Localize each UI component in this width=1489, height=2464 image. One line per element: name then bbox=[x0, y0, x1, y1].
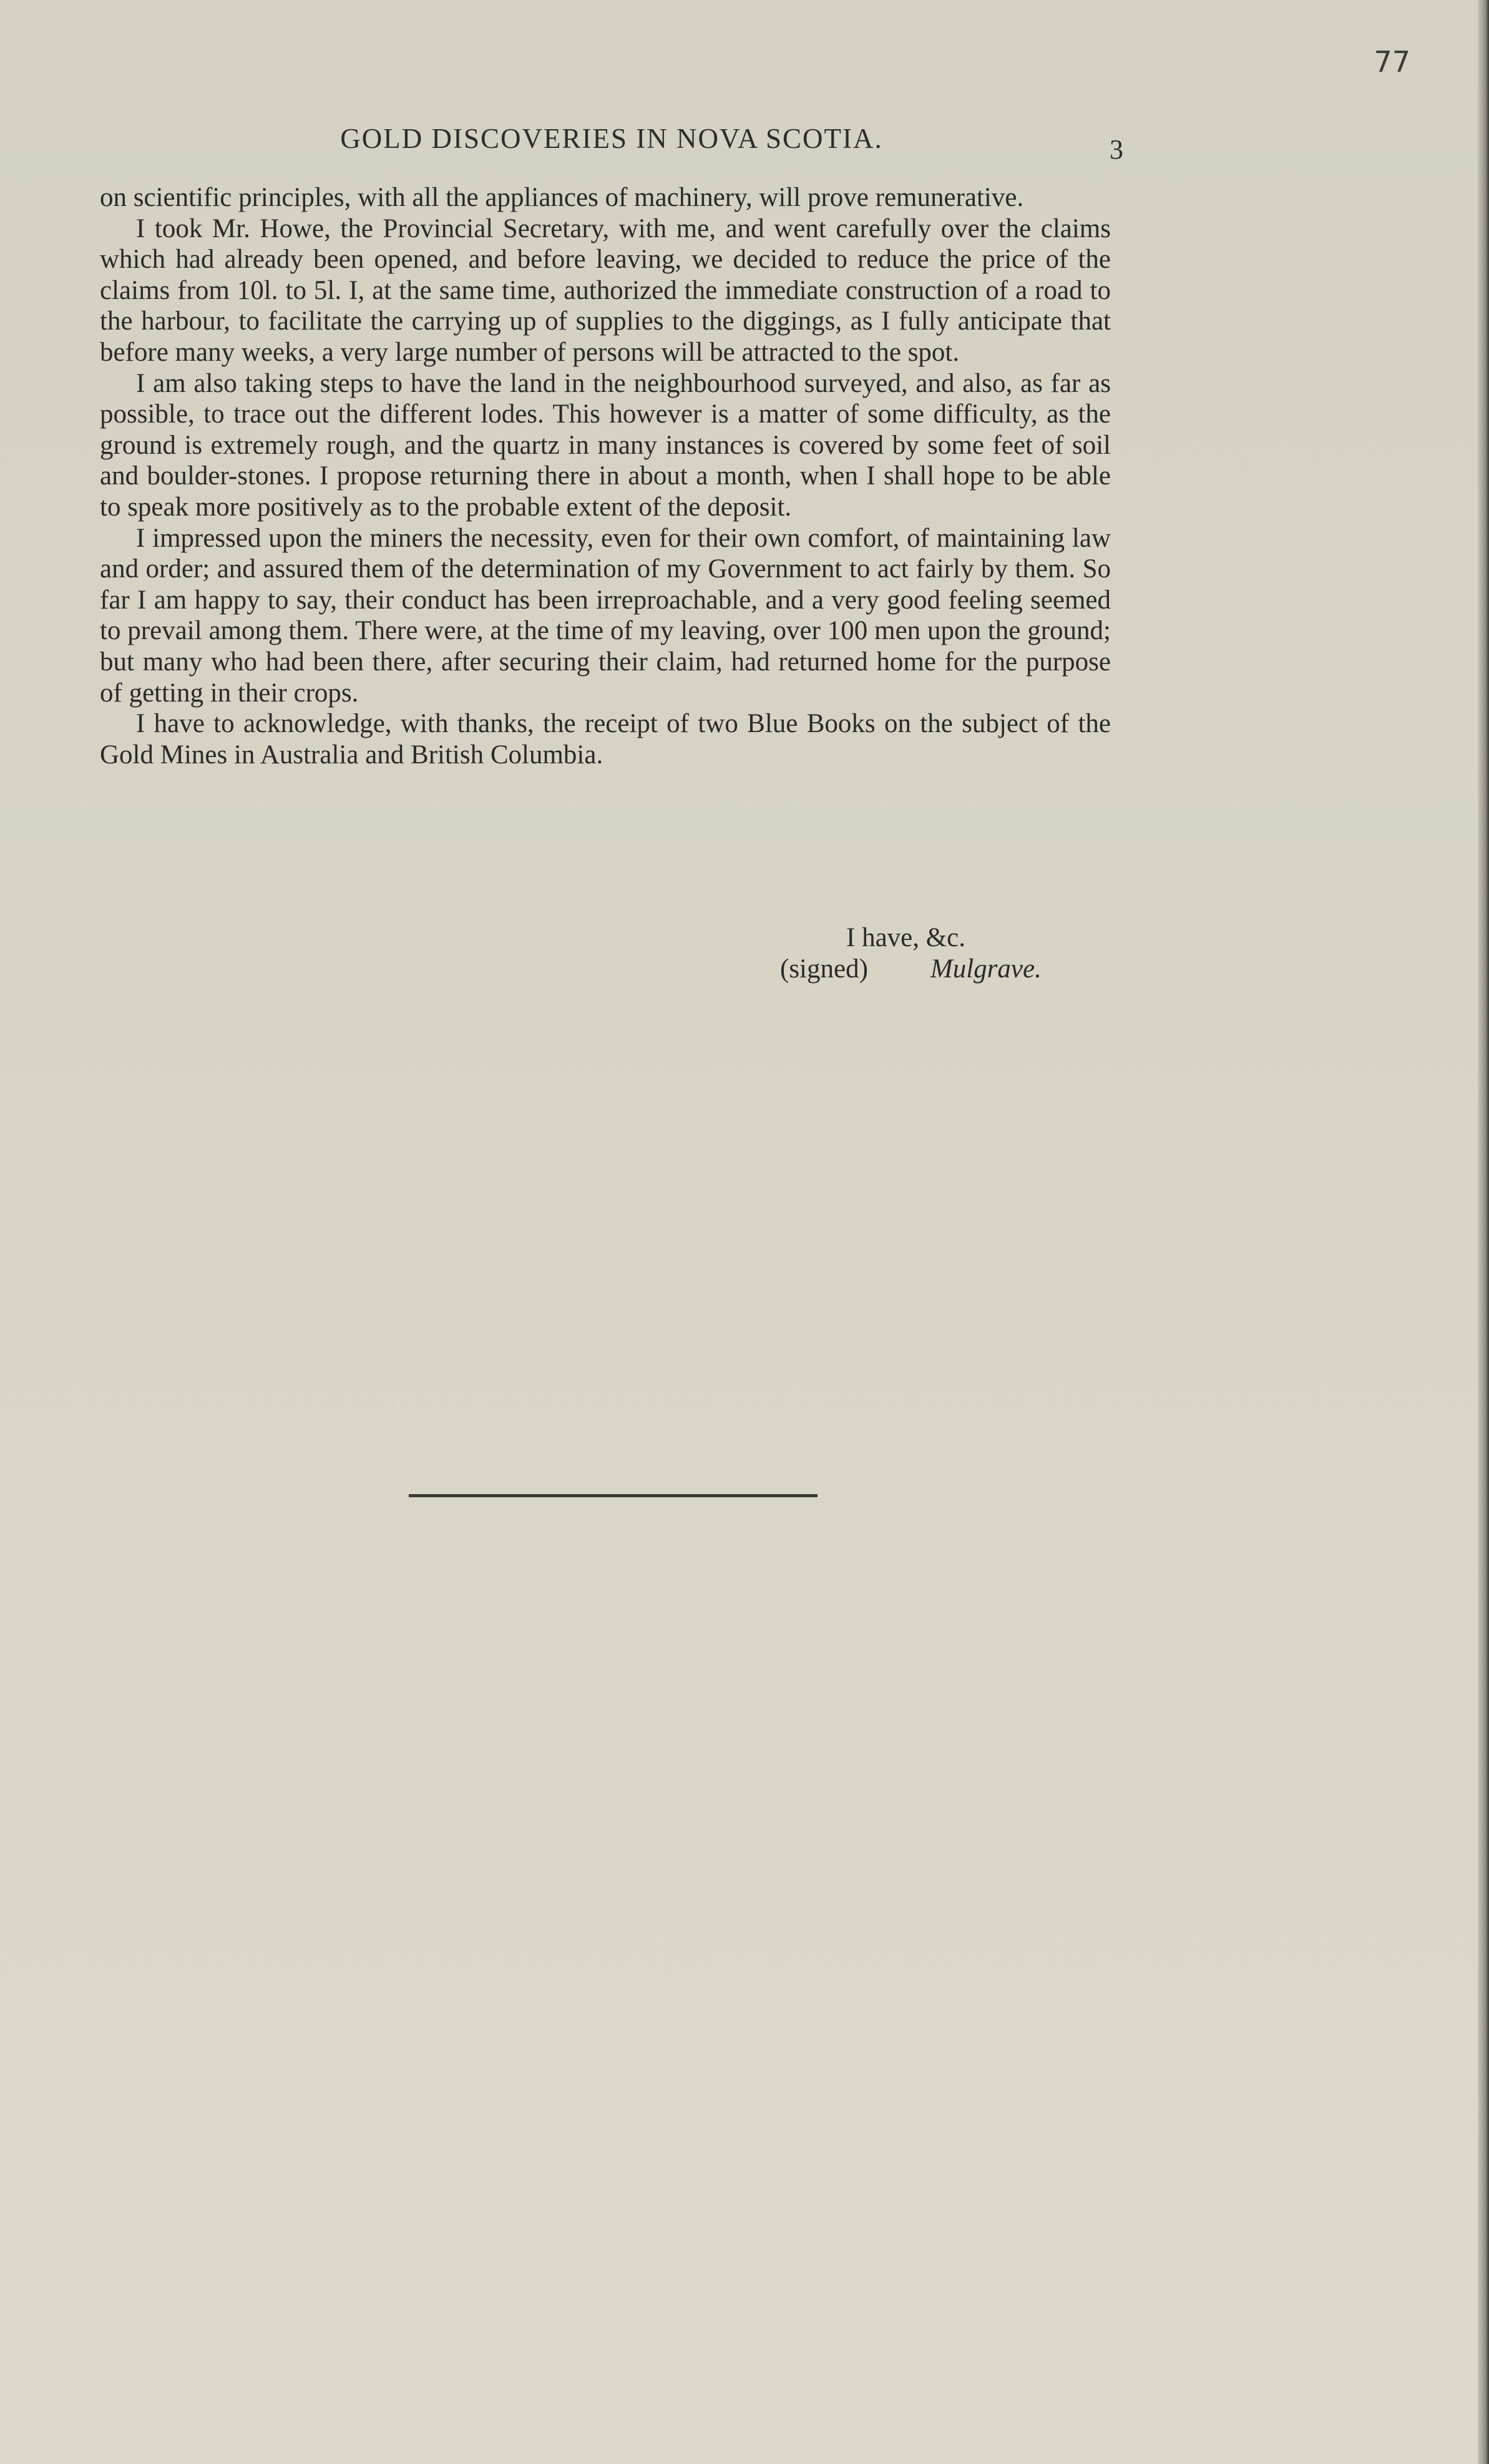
paragraph-survey: I am also taking steps to have the land in the neighbourhood surveyed, and also, as far as possible, to trace out the different lodes. This however is a matter of some difficulty, as the ground is extremely rough, and the quartz in many instances is covered by some feet of soil and boulder-stones. I propose returning there in about a month, when I shall hope to be able to speak more positively as to the probable extent of the deposit. bbox=[100, 368, 1111, 522]
signature: Mulgrave. bbox=[930, 954, 1042, 984]
page-number: 3 bbox=[1110, 134, 1123, 165]
letter-body bbox=[100, 182, 1111, 770]
closing-salutation: I have, &c. bbox=[846, 923, 966, 952]
running-head bbox=[100, 122, 1123, 166]
page-edge-shadow bbox=[1478, 0, 1489, 2464]
paragraph-blue-books: I have to acknowledge, with thanks, the receipt of two Blue Books on the subject of the Gold Mines in Australia and British Columbia. bbox=[100, 709, 1111, 770]
archive-folio-number: 77 bbox=[1374, 45, 1410, 79]
letter-closing bbox=[780, 922, 1130, 985]
paragraph-continuation: on scientific principles, with all the appliances of machinery, will prove remunerative. bbox=[100, 183, 1024, 212]
closing-signature-line bbox=[780, 954, 1130, 985]
paragraph-howe-visit: I took Mr. Howe, the Provincial Secretary, with me, and went carefully over the claims which had already been opened, and before leaving, we decided to reduce the price of the claims from 10l. to 5l. I, at the same time, authorized the immediate construction of a road to the harbour, to facilitate the carrying up of supplies to the diggings, as I fully anticipate that before many weeks, a very large number of persons will be attracted to the spot. bbox=[100, 213, 1111, 367]
running-head-title: GOLD DISCOVERIES IN NOVA SCOTIA. bbox=[340, 123, 883, 154]
section-divider-rule bbox=[409, 1494, 818, 1497]
signed-label: (signed) bbox=[780, 954, 868, 984]
paragraph-law-and-order: I impressed upon the miners the necessity, even for their own comfort, of maintaining law and order; and assured them of the determination of my Government to act fairly by them. So far I am happy to say, their conduct has been irreproachable, and a very good feeling seemed to prevail among them. There were, at the time of my leaving, over 100 men upon the ground; but many who had been there, after securing their claim, had returned home for the purpose of getting in their crops. bbox=[100, 523, 1111, 708]
